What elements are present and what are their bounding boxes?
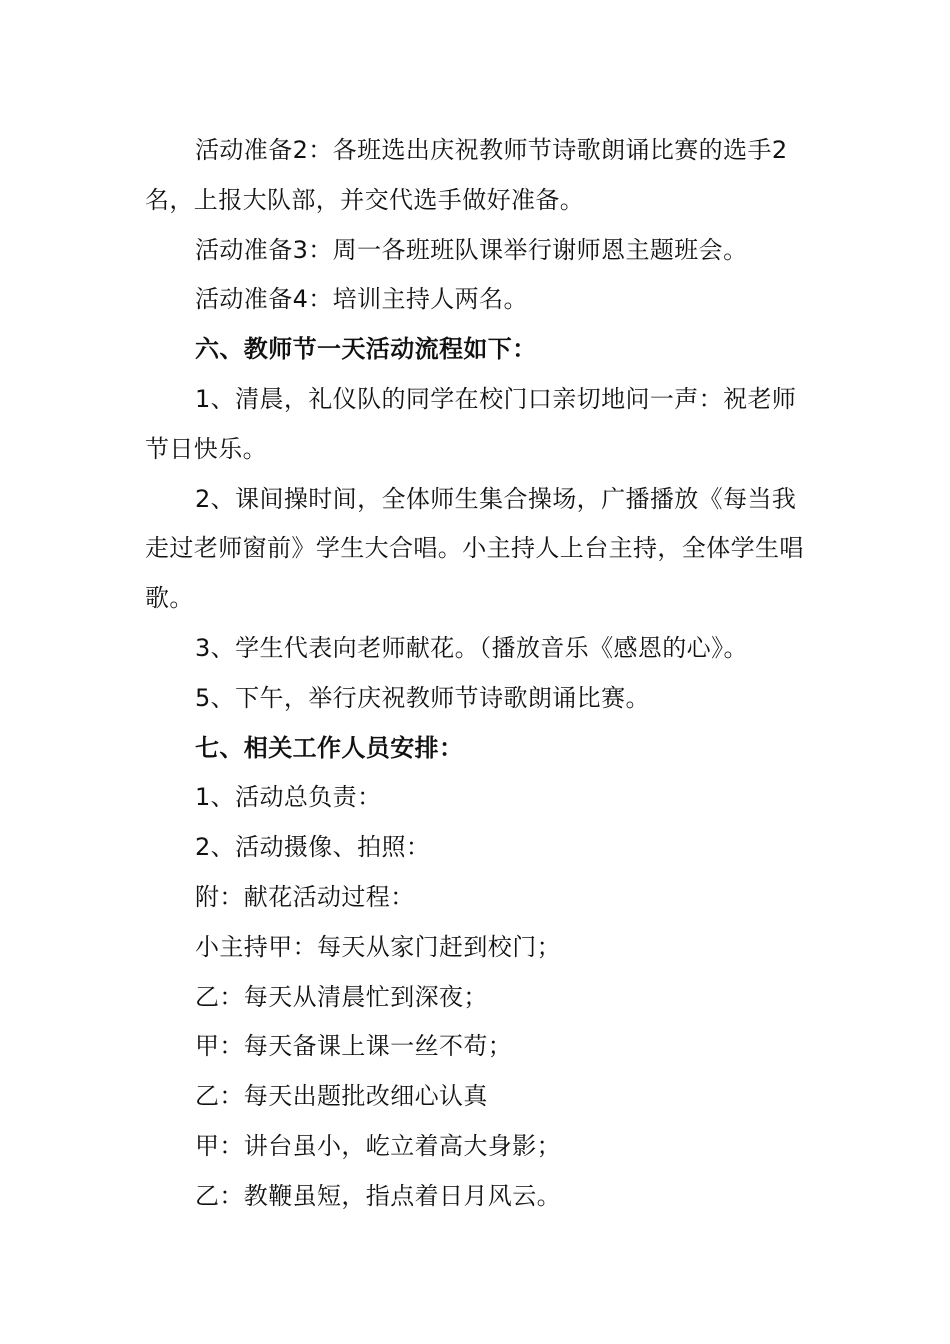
section-heading-six: 六、教师节一天活动流程如下： (195, 335, 537, 364)
paragraph-script-line-6: 乙：教鞭虽短，指点着日月风云。 (195, 1181, 561, 1210)
paragraph-script-line-3: 甲：每天备课上课一丝不苟； (195, 1032, 513, 1061)
section-heading-seven: 七、相关工作人员安排： (195, 733, 464, 762)
paragraph-activity-prep-4: 活动准备4：培训主持人两名。 (195, 285, 528, 314)
paragraph-script-line-5: 甲：讲台虽小，屹立着高大身影； (195, 1131, 561, 1160)
document-body (145, 126, 807, 1222)
paragraph-staff-1: 1、活动总负责： (195, 783, 382, 812)
paragraph-flow-2: 2、课间操时间，全体师生集合操场，广播播放《每当我走过老师窗前》学生大合唱。小主持人上台主持，全体学生唱歌。 (145, 484, 804, 613)
paragraph-script-line-4: 乙：每天出题批改细心认真 (195, 1082, 488, 1111)
paragraph-flow-1: 1、清晨，礼仪队的同学在校门口亲切地问一声：祝老师节日快乐。 (145, 384, 797, 463)
paragraph-activity-prep-3: 活动准备3：周一各班班队课举行谢师恩主题班会。 (195, 235, 748, 264)
paragraph-activity-prep-2: 活动准备2：各班选出庆祝教师节诗歌朗诵比赛的选手2名，上报大队部，并交代选手做好准备。 (145, 136, 788, 214)
paragraph-flow-3: 3、学生代表向老师献花。（播放音乐《感恩的心》。 (195, 633, 748, 662)
paragraph-script-line-1: 小主持甲：每天从家门赶到校门； (195, 932, 561, 961)
paragraph-script-line-2: 乙：每天从清晨忙到深夜； (195, 982, 488, 1011)
paragraph-flow-5: 5、下午，举行庆祝教师节诗歌朗诵比赛。 (195, 683, 650, 712)
paragraph-appendix-title: 附：献花活动过程： (195, 882, 415, 911)
paragraph-staff-2: 2、活动摄像、拍照： (195, 833, 431, 862)
